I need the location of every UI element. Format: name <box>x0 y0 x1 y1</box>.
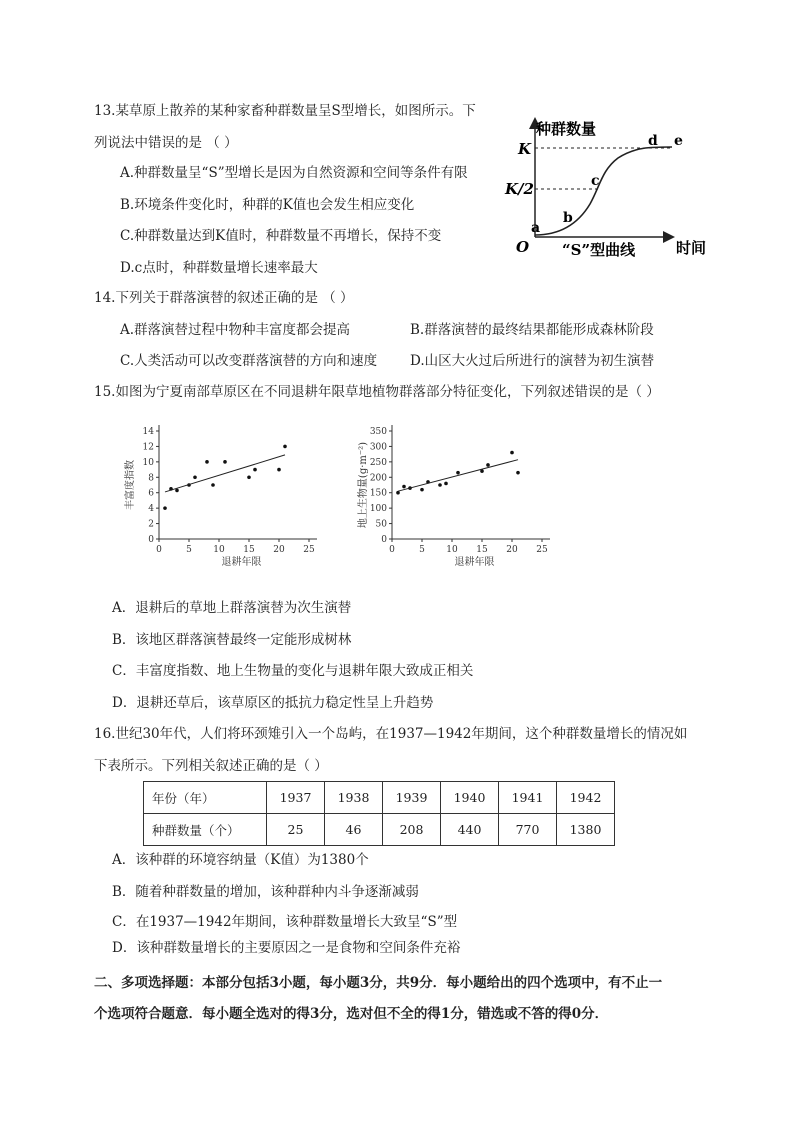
y-tick-label: 14 <box>142 427 154 437</box>
y-tick-label: 8 <box>148 473 154 484</box>
y-tick-label: 2 <box>148 519 154 530</box>
data-point <box>396 491 400 495</box>
table-head-year: 年份（年） <box>144 782 267 814</box>
y-tick-label: 12 <box>142 442 154 453</box>
x-tick-label: 10 <box>213 545 225 555</box>
data-point <box>247 475 251 479</box>
table-cell: 1937 <box>267 782 325 814</box>
data-point <box>516 471 520 475</box>
table-cell: 440 <box>441 814 499 846</box>
s-curve-caption: “S”型曲线 <box>562 241 636 259</box>
s-curve-point-d: d <box>648 133 658 149</box>
x-tick-label: 15 <box>243 545 255 555</box>
y-tick-label: 200 <box>369 473 387 484</box>
table-cell: 46 <box>325 814 383 846</box>
x-tick-label: 0 <box>156 545 162 555</box>
q16-stem-line2: 下表所示。下列相关叙述正确的是（ ） <box>94 758 328 774</box>
data-point <box>163 506 167 510</box>
richness-index-chart <box>117 418 347 570</box>
q16-option-a: A．该种群的环境容纳量（K值）为1380个 <box>112 852 369 868</box>
section2-heading-line2: 个选项符合题意．每小题全选对的得3分，选对但不全的得1分，错选或不答的得0分． <box>94 1006 609 1022</box>
data-point <box>211 483 215 487</box>
x-axis-label: 退耕年限 <box>454 557 495 568</box>
q16-option-b: B．随着种群数量的增加，该种群种内斗争逐渐减弱 <box>112 884 419 900</box>
data-point <box>486 463 490 467</box>
y-tick-label: 100 <box>369 504 387 515</box>
s-curve-point-a: a <box>531 220 541 236</box>
y-tick-label: 300 <box>369 442 387 453</box>
data-point <box>277 468 281 472</box>
s-curve-figure <box>500 112 720 264</box>
x-axis-label: 退耕年限 <box>221 557 262 568</box>
data-point <box>205 460 209 464</box>
x-tick-label: 25 <box>536 545 548 555</box>
q15-option-b: B．该地区群落演替最终一定能形成树林 <box>112 632 352 648</box>
table-cell: 770 <box>499 814 557 846</box>
y-tick-label: 50 <box>375 519 387 530</box>
table-cell: 1380 <box>557 814 615 846</box>
table-head-count: 种群数量（个） <box>144 814 267 846</box>
x-tick-label: 5 <box>186 545 192 555</box>
data-point <box>438 483 442 487</box>
table-cell: 208 <box>383 814 441 846</box>
data-point <box>283 445 287 449</box>
q15-stem: 15.如图为宁夏南部草原区在不同退耕年限草地植物群落部分特征变化，下列叙述错误的是（ ） <box>94 384 660 400</box>
q15-option-c: C．丰富度指数、地上生物量的变化与退耕年限大致成正相关 <box>112 663 474 679</box>
x-tick-label: 10 <box>446 545 458 555</box>
q14-option-b: B.群落演替的最终结果都能形成森林阶段 <box>410 322 654 338</box>
data-point <box>444 482 448 486</box>
data-point <box>223 460 227 464</box>
table-row-years <box>144 782 615 814</box>
q13-option-a: A.种群数量呈“S”型增长是因为自然资源和空间等条件有限 <box>120 165 468 181</box>
table-cell: 1942 <box>557 782 615 814</box>
x-tick-label: 15 <box>476 545 488 555</box>
s-curve-y-label: 种群数量 <box>536 120 597 138</box>
table-cell: 1941 <box>499 782 557 814</box>
table-cell: 25 <box>267 814 325 846</box>
trend-line <box>398 460 518 491</box>
q16-option-d: D．该种群数量增长的主要原因之一是食物和空间条件充裕 <box>112 940 461 956</box>
y-tick-label: 4 <box>148 504 154 515</box>
q13-stem-line1: 13.某草原上散养的某种家畜种群数量呈S型增长，如图所示。下 <box>94 103 476 119</box>
x-tick-label: 5 <box>419 545 425 555</box>
q13-stem-line2: 列说法中错误的是 （ ） <box>94 135 238 151</box>
q15-option-a: A．退耕后的草地上群落演替为次生演替 <box>112 600 352 616</box>
data-point <box>456 471 460 475</box>
y-tick-label: 6 <box>148 488 154 499</box>
x-tick-label: 0 <box>389 545 395 555</box>
q14-stem: 14.下列关于群落演替的叙述正确的是 （ ） <box>94 290 354 306</box>
y-tick-label: 0 <box>148 535 154 545</box>
s-curve-k-label: K <box>518 140 532 158</box>
data-point <box>253 468 257 472</box>
data-point <box>510 451 514 455</box>
s-curve-origin-label: O <box>516 238 530 256</box>
table-cell: 1939 <box>383 782 441 814</box>
data-point <box>420 488 424 492</box>
q14-option-d: D.山区大火过后所进行的演替为初生演替 <box>410 353 655 369</box>
table-cell: 1938 <box>325 782 383 814</box>
q14-option-c: C.人类活动可以改变群落演替的方向和速度 <box>120 353 378 369</box>
x-tick-label: 25 <box>303 545 315 555</box>
q13-option-d: D.c点时，种群数量增长速率最大 <box>120 260 318 276</box>
table-row-counts <box>144 814 615 846</box>
population-table <box>143 781 615 846</box>
s-curve-x-label: 时间 <box>676 239 707 257</box>
y-tick-label: 150 <box>369 488 387 499</box>
y-axis-label: 地上生物量(g·m⁻²) <box>358 441 369 529</box>
q13-option-c: C.种群数量达到K值时，种群数量不再增长，保持不变 <box>120 228 442 244</box>
x-tick-label: 20 <box>506 545 518 555</box>
y-tick-label: 250 <box>369 457 387 468</box>
s-curve-point-e: e <box>674 133 683 149</box>
data-point <box>193 475 197 479</box>
s-curve-k2-label: K/2 <box>505 180 534 198</box>
x-tick-label: 20 <box>273 545 285 555</box>
q13-option-b: B.环境条件变化时，种群的K值也会发生相应变化 <box>120 197 415 213</box>
q14-option-a: A.群落演替过程中物种丰富度都会提高 <box>120 322 351 338</box>
section2-heading-line1: 二、多项选择题：本部分包括3小题，每小题3分，共9分．每小题给出的四个选项中，有不止一 <box>94 975 663 991</box>
biomass-chart <box>352 418 564 570</box>
q16-stem-line1: 16.世纪30年代，人们将环颈雉引入一个岛屿，在1937—1942年期间，这个种群数量增长的情况如 <box>94 726 688 742</box>
y-tick-label: 0 <box>381 535 387 545</box>
y-axis-label: 丰富度指数 <box>125 460 136 510</box>
q15-option-d: D．退耕还草后，该草原区的抵抗力稳定性呈上升趋势 <box>112 695 434 711</box>
s-curve-line <box>535 147 672 235</box>
y-tick-label: 10 <box>142 457 154 468</box>
table-cell: 1940 <box>441 782 499 814</box>
data-point <box>402 485 406 489</box>
s-curve-point-b: b <box>563 210 573 226</box>
q16-option-c: C．在1937—1942年期间，该种群数量增长大致呈“S”型 <box>112 914 458 930</box>
y-tick-label: 350 <box>369 427 387 437</box>
s-curve-point-c: c <box>591 173 600 189</box>
